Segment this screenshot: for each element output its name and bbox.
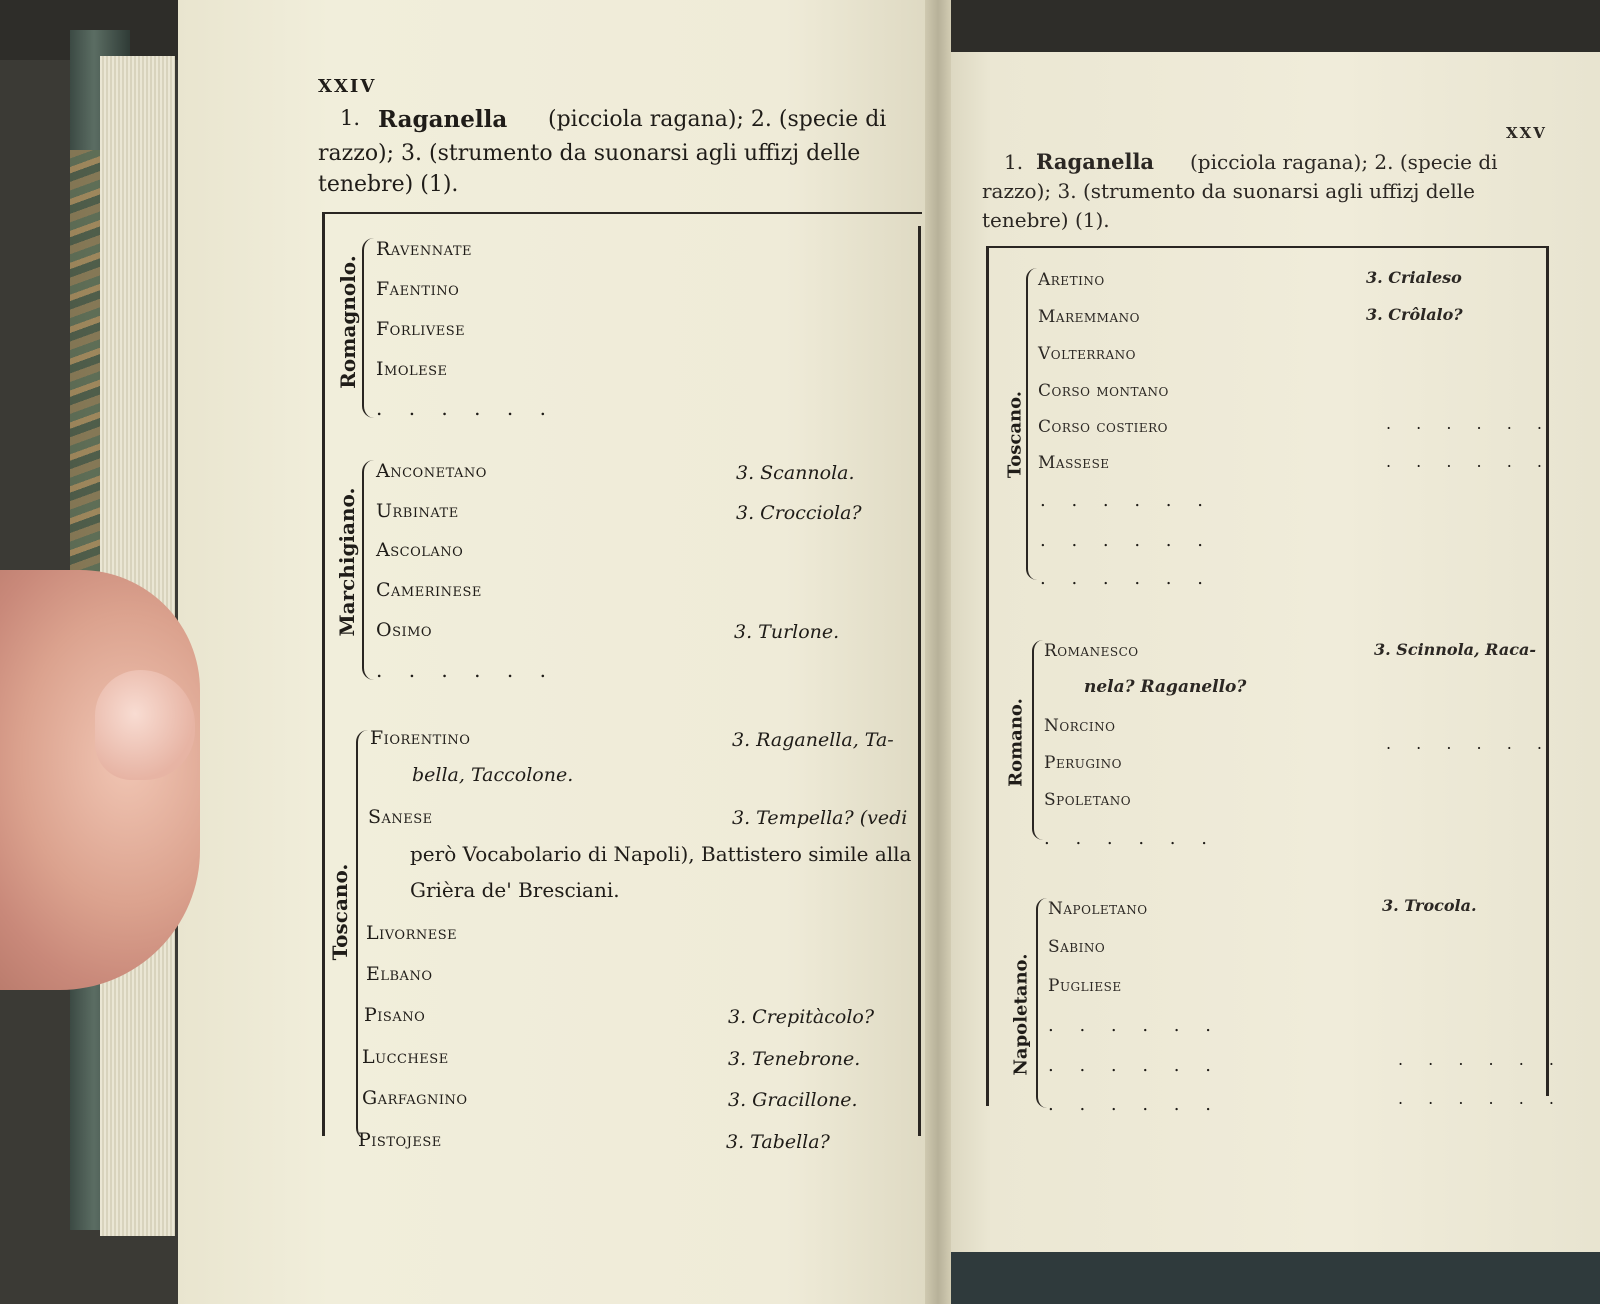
dialect-ravennate: Ravennate bbox=[376, 238, 473, 260]
term-urbinate: 3. Crocciola? bbox=[736, 502, 862, 524]
dialect-massese: Massese bbox=[1038, 453, 1110, 473]
dots-toscano-right-2: . . . . . . bbox=[1040, 530, 1213, 551]
intro-num-right: 1. bbox=[1004, 150, 1024, 174]
intro-line1-left: (picciola ragana); 2. (specie di bbox=[548, 107, 887, 132]
dialect-maremmano: Maremmano bbox=[1038, 307, 1140, 327]
dialect-fiorentino: Fiorentino bbox=[370, 727, 471, 749]
dots-romano: . . . . . . bbox=[1044, 828, 1217, 849]
book-gutter bbox=[925, 0, 951, 1304]
hand-thumb bbox=[0, 570, 200, 990]
intro-line1-right: (picciola ragana); 2. (specie di bbox=[1190, 150, 1498, 174]
table-left-rule bbox=[322, 212, 325, 1136]
intro-line3-left: tenebre) (1). bbox=[318, 172, 459, 197]
dots-romagnolo: . . . . . . bbox=[376, 396, 556, 420]
term-pistojese: 3. Tabella? bbox=[726, 1131, 830, 1153]
term-romanesco: 3. Scinnola, Raca- bbox=[1374, 640, 1536, 659]
dialect-camerinese: Camerinese bbox=[376, 579, 482, 601]
dialect-perugino: Perugino bbox=[1044, 753, 1123, 773]
dots-napoletano-1: . . . . . . bbox=[1048, 1015, 1221, 1036]
intro-term-right: Raganella bbox=[1036, 149, 1155, 174]
brace-napoletano bbox=[1036, 898, 1047, 1108]
term-lucchese: 3. Tenebrone. bbox=[728, 1048, 861, 1070]
dots-napoletano-2: . . . . . . bbox=[1048, 1055, 1221, 1076]
table-top-rule bbox=[322, 212, 922, 214]
group-label-toscano-right: Toscano. bbox=[1004, 390, 1026, 479]
dialect-imolese: Imolese bbox=[376, 358, 448, 380]
intro-line2-right: razzo); 3. (strumento da suonarsi agli uffizj delle bbox=[982, 179, 1475, 203]
dialect-pugliese: Pugliese bbox=[1048, 976, 1122, 996]
group-label-toscano-left: Toscano. bbox=[328, 863, 352, 961]
term-aretino: 3. Crialeso bbox=[1366, 268, 1462, 287]
group-label-marchigiano: Marchigiano. bbox=[335, 487, 359, 637]
dialect-lucchese: Lucchese bbox=[362, 1046, 449, 1068]
dialect-pistojese: Pistojese bbox=[358, 1129, 442, 1151]
term-romanesco-cont: nela? Raganello? bbox=[1084, 677, 1247, 697]
dialect-livornese: Livornese bbox=[366, 922, 458, 944]
right-table-right-rule bbox=[1546, 246, 1549, 1096]
dialect-romanesco: Romanesco bbox=[1044, 641, 1139, 661]
term-maremmano: 3. Crôlalo? bbox=[1366, 305, 1463, 324]
right-table-top-rule bbox=[986, 246, 1546, 248]
dialect-napoletano: Napoletano bbox=[1048, 899, 1148, 919]
term-napoletano: 3. Trocola. bbox=[1382, 896, 1477, 915]
dialect-urbinate: Urbinate bbox=[376, 500, 459, 522]
dialect-sanese: Sanese bbox=[368, 806, 433, 828]
page-number-right: XXV bbox=[1506, 124, 1547, 142]
group-label-napoletano: Napoletano. bbox=[1010, 953, 1032, 1076]
dialect-faentino: Faentino bbox=[376, 278, 460, 300]
dots-toscano-right-1: . . . . . . bbox=[1040, 490, 1213, 511]
dots-napoletano-terms-2: . . . . . . bbox=[1398, 1089, 1564, 1108]
dialect-garfagnino: Garfagnino bbox=[362, 1087, 468, 1109]
thumbnail-nail bbox=[95, 670, 195, 780]
brace-romagnolo bbox=[362, 238, 374, 418]
right-table-left-rule bbox=[986, 246, 989, 1106]
dialect-forlivese: Forlivese bbox=[376, 318, 466, 340]
intro-num-left: 1. bbox=[340, 106, 361, 130]
dialect-pisano: Pisano bbox=[364, 1004, 426, 1026]
dialect-ascolano: Ascolano bbox=[376, 539, 464, 561]
term-sanese: 3. Tempella? (vedi bbox=[732, 807, 908, 829]
brace-romano bbox=[1032, 640, 1043, 840]
dots-marchigiano: . . . . . . bbox=[376, 658, 556, 682]
term-fiorentino-cont: bella, Taccolone. bbox=[412, 764, 574, 786]
brace-marchigiano bbox=[362, 460, 374, 680]
term-pisano: 3. Crepitàcolo? bbox=[728, 1006, 875, 1028]
dots-napoletano-3: . . . . . . bbox=[1048, 1094, 1221, 1115]
dialect-osimo: Osimo bbox=[376, 619, 433, 641]
intro-line3-right: tenebre) (1). bbox=[982, 208, 1110, 232]
table-right-rule bbox=[918, 226, 921, 1136]
dialect-anconetano: Anconetano bbox=[376, 460, 487, 482]
dots-toscano-right-terms-2: . . . . . . bbox=[1386, 452, 1552, 471]
term-fiorentino: 3. Raganella, Ta- bbox=[732, 729, 894, 751]
dots-toscano-right-3: . . . . . . bbox=[1040, 568, 1213, 589]
dialect-spoletano: Spoletano bbox=[1044, 790, 1132, 810]
intro-term-left: Raganella bbox=[378, 106, 508, 133]
group-label-romagnolo: Romagnolo. bbox=[336, 255, 360, 389]
term-sanese-cont1: però Vocabolario di Napoli), Battistero simile alla bbox=[410, 842, 912, 866]
term-garfagnino: 3. Gracillone. bbox=[728, 1089, 858, 1111]
term-sanese-cont2: Grièra de' Bresciani. bbox=[410, 878, 620, 902]
dots-toscano-right-terms-1: . . . . . . bbox=[1386, 414, 1552, 433]
dots-napoletano-terms-1: . . . . . . bbox=[1398, 1050, 1564, 1069]
dialect-volterrano: Volterrano bbox=[1038, 344, 1136, 364]
dialect-sabino: Sabino bbox=[1048, 937, 1106, 957]
dots-romano-terms: . . . . . . bbox=[1386, 734, 1552, 753]
brace-toscano-right bbox=[1026, 268, 1037, 580]
group-label-romano: Romano. bbox=[1005, 698, 1027, 787]
dialect-aretino: Aretino bbox=[1038, 270, 1105, 290]
term-osimo: 3. Turlone. bbox=[734, 621, 840, 643]
dialect-norcino: Norcino bbox=[1044, 716, 1116, 736]
dialect-corso-costiero: Corso costiero bbox=[1038, 417, 1168, 437]
dialect-corso-montano: Corso montano bbox=[1038, 381, 1169, 401]
intro-line2-left: razzo); 3. (strumento da suonarsi agli uffizj delle bbox=[318, 141, 861, 166]
term-anconetano: 3. Scannola. bbox=[736, 462, 855, 484]
dialect-elbano: Elbano bbox=[366, 963, 433, 985]
page-number-left: XXIV bbox=[318, 76, 377, 97]
